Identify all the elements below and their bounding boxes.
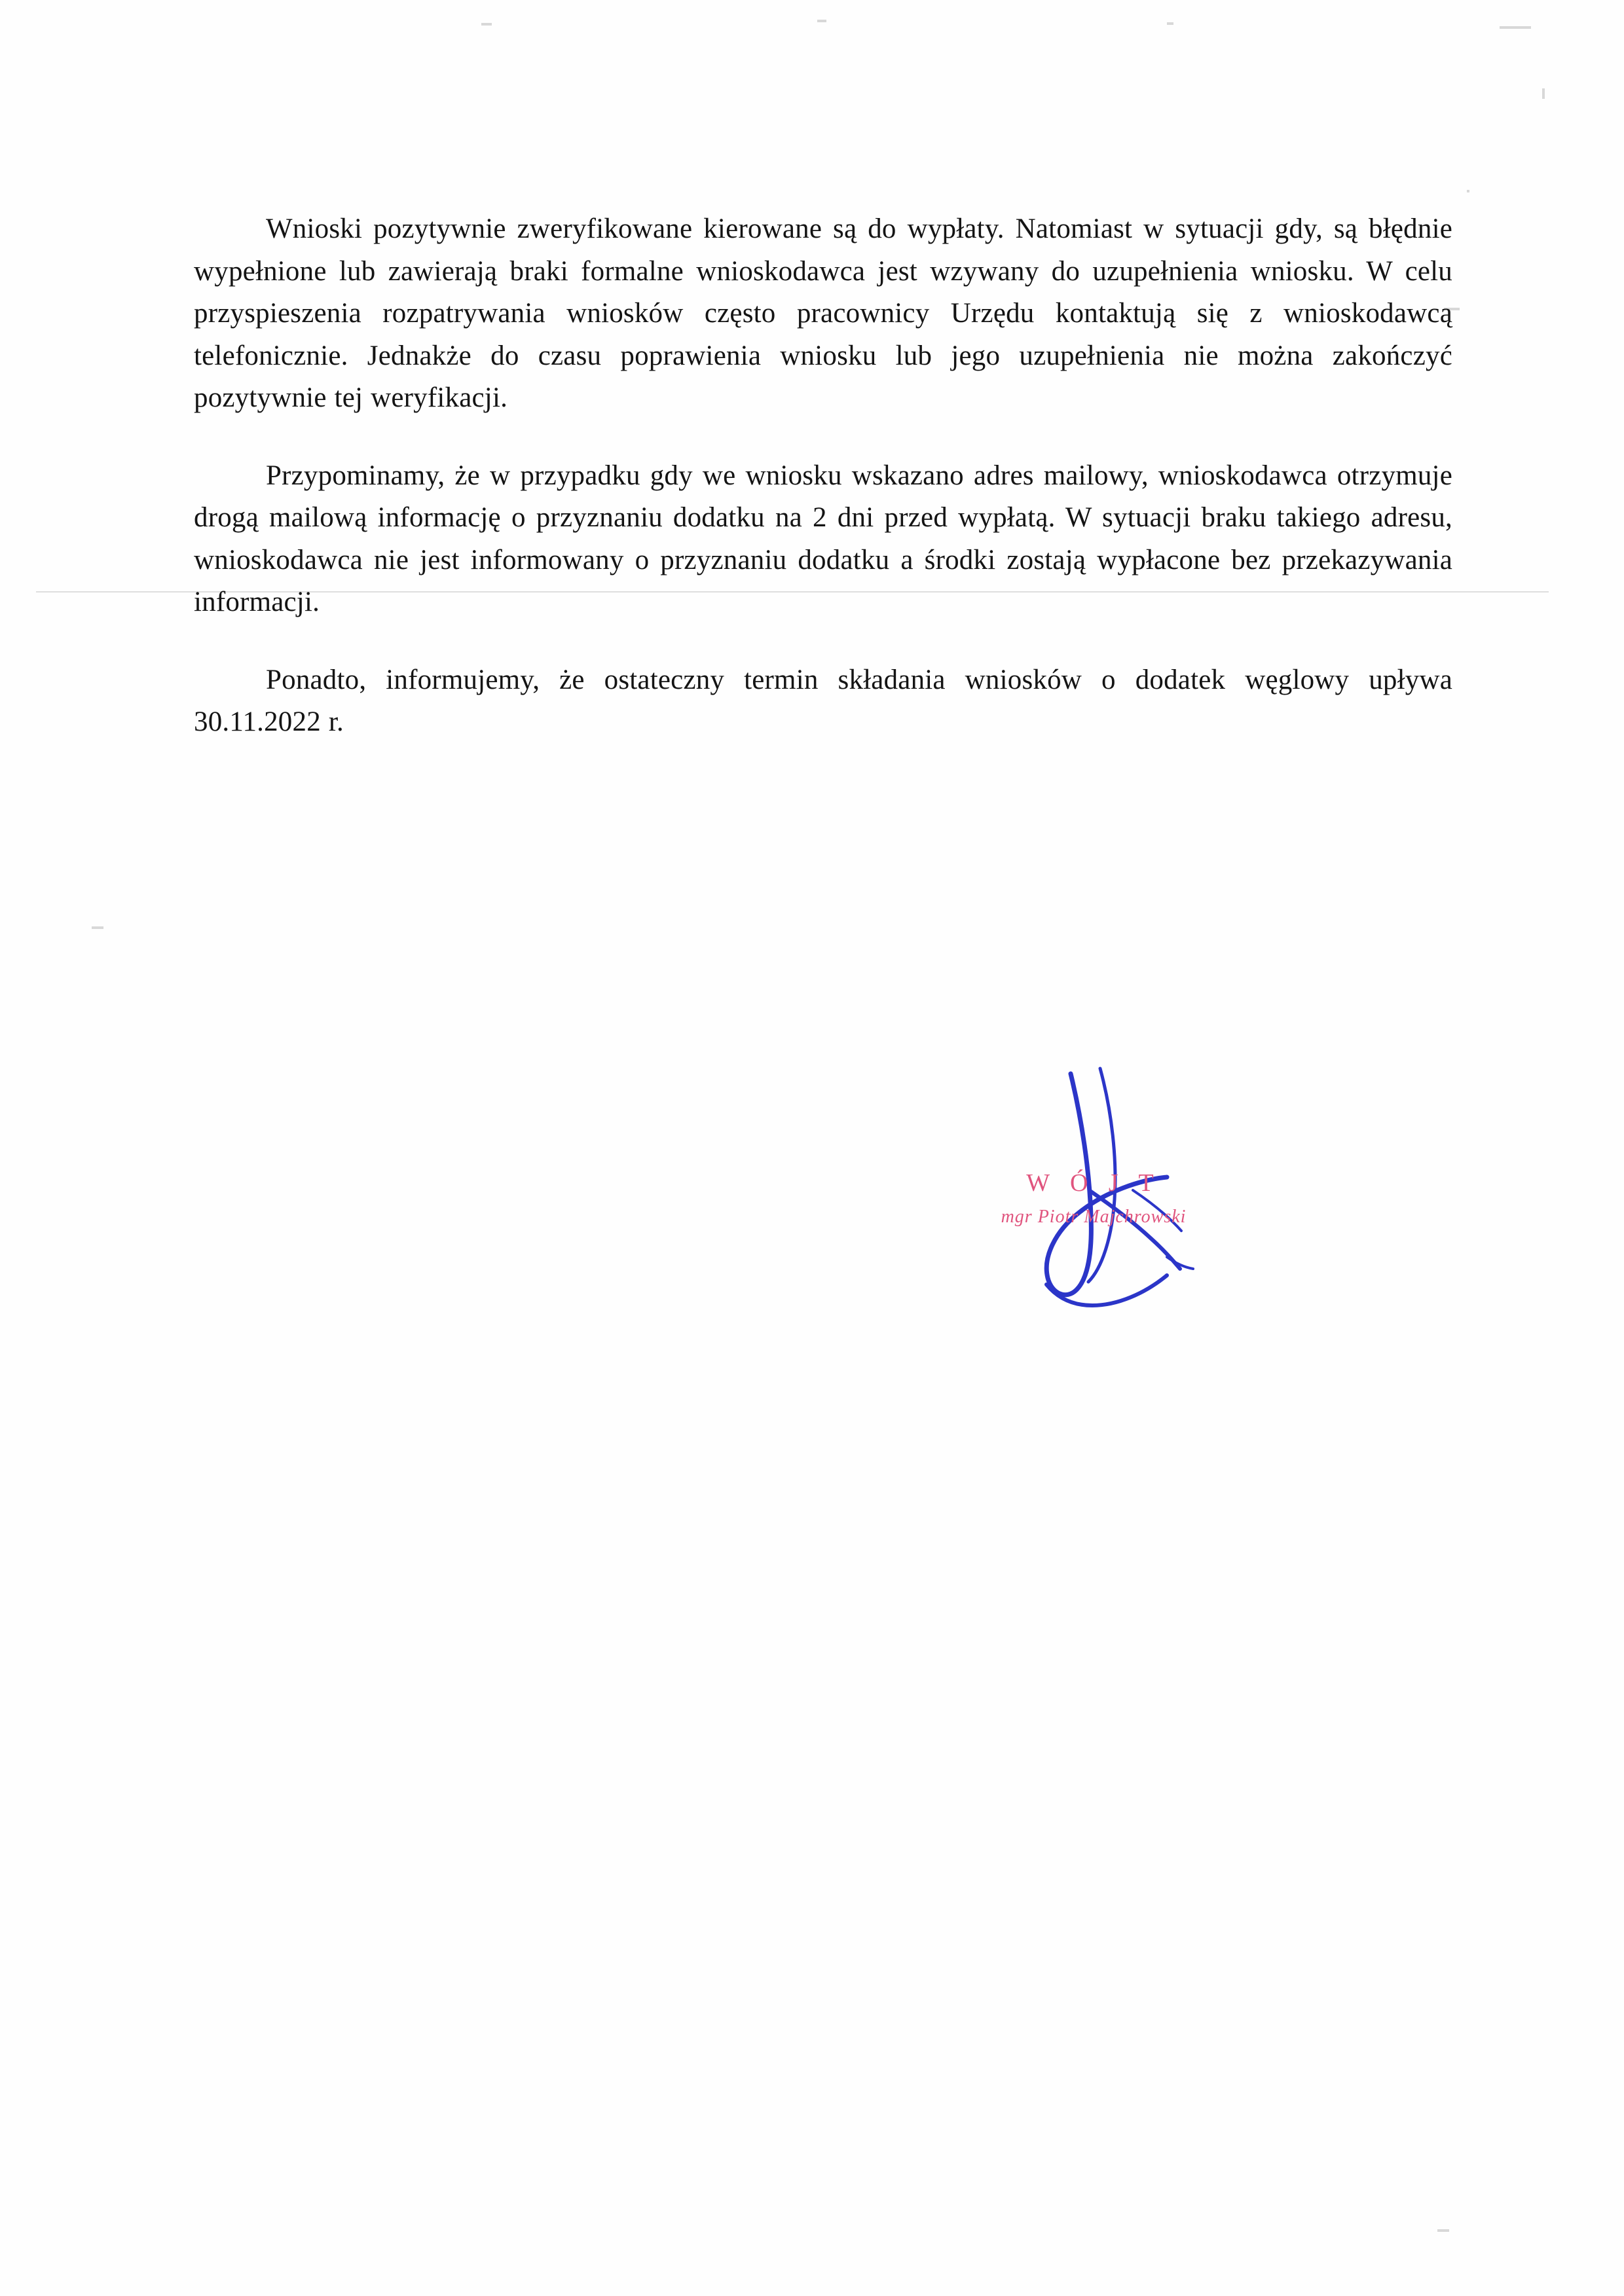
stamp-name: mgr Piotr Majchrowski bbox=[1001, 1207, 1187, 1227]
paragraph-1: Wnioski pozytywnie zweryfikowane kierowane są do wypłaty. Natomiast w sytuacji gdy, są błędnie wypełnione lub zawierają braki formalne wnioskodawca jest wzywany do uzupełnienia wniosku. W celu przyspieszenia rozpatrywania wniosków często pracownicy Urzędu kontaktują się z wnioskodawcą telefonicznie. Jednakże do czasu poprawienia wniosku lub jego uzupełnienia nie można zakończyć pozytywnie tej weryfikacji. bbox=[194, 213, 1452, 413]
paragraph-2: Przypominamy, że w przypadku gdy we wniosku wskazano adres mailowy, wnioskodawca otrzymuje drogą mailową informację o przyznaniu dodatku na 2 dni przed wypłatą. W sytuacji braku takiego adresu, wnioskodawca nie jest informowany o przyznaniu dodatku a środki zostają wypłacone bez przekazywania informacji. bbox=[194, 460, 1452, 617]
scan-speck bbox=[1437, 2229, 1449, 2232]
scan-speck bbox=[1542, 88, 1545, 99]
scan-speck bbox=[1500, 26, 1531, 29]
office-stamp bbox=[956, 1169, 1231, 1228]
signature-block bbox=[936, 1034, 1277, 1342]
scan-speck bbox=[817, 20, 826, 22]
scan-speck bbox=[1467, 190, 1469, 192]
paragraph-3: Ponadto, informujemy, że ostateczny termin składania wniosków o dodatek węglowy upływa 30.11.2022 r. bbox=[194, 664, 1452, 737]
scan-speck bbox=[92, 926, 103, 929]
letter-body bbox=[194, 208, 1452, 744]
scan-speck bbox=[481, 23, 492, 26]
stamp-title: W Ó J T bbox=[1026, 1169, 1161, 1197]
scan-speck bbox=[1167, 22, 1173, 25]
